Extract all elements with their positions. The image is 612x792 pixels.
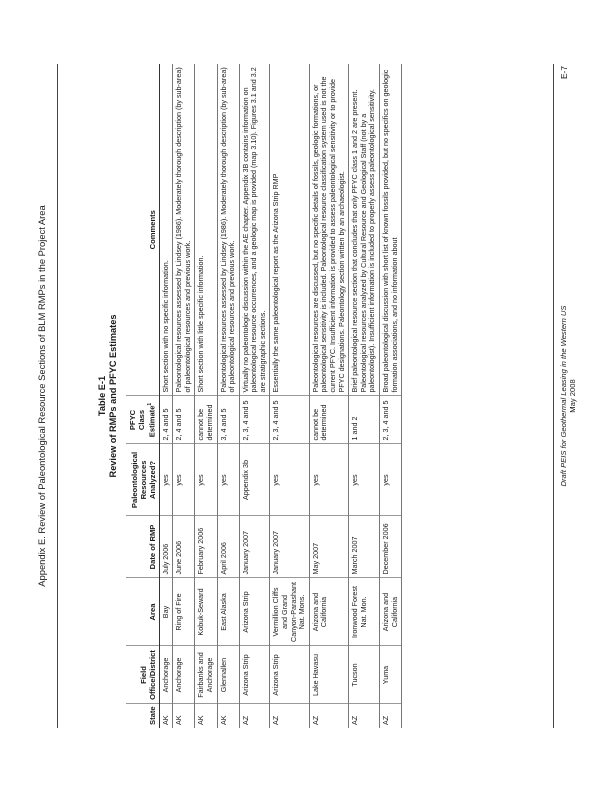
col-date: Date of RMP <box>126 516 159 578</box>
cell-area: East Alaska <box>217 578 239 646</box>
cell-pfyc: 2, 3, 4 and 5 <box>270 396 309 444</box>
cell-comments: Brief paleontological resource section that concludes that only PFYC class 1 and 2 are present. Paleontological resources analyzed by Cultural Resource and Geological Staff (not by a paleontologist). Insufficient information is included to properly assess paleontological sensitivity. <box>349 64 380 396</box>
cell-field-office: Glennallen <box>217 646 239 704</box>
col-field-office: Field Office/District <box>126 646 159 704</box>
page-number: E-7 <box>559 66 569 80</box>
table-row <box>270 64 309 728</box>
table-subtitle: Review of RMPs and PFYC Estimates <box>108 314 118 478</box>
cell-area: Arizona and California <box>380 578 402 646</box>
cell-state: AK <box>173 704 195 728</box>
running-header: Appendix E. Review of Paleontological Resource Sections of BLM RMPs in the Project Area <box>36 205 47 587</box>
cell-field-office: Anchorage <box>159 646 173 704</box>
col-comments: Comments <box>126 64 159 396</box>
cell-pfyc: 2, 4 and 5 <box>159 396 173 444</box>
header-rule <box>57 64 58 728</box>
footer-rule <box>553 64 554 728</box>
table-row <box>173 64 195 728</box>
cell-area: Vermillion Cliffs and Grand Canyon-Parashant Nat. Mons. <box>270 578 309 646</box>
table-row <box>380 64 402 728</box>
cell-comments: Paleontological resources assessed by Lindsey (1986). Moderately thorough description (by sub-area) of paleontological resources and previous work. <box>173 64 195 396</box>
cell-state: AZ <box>309 704 348 728</box>
table-caption <box>97 0 119 792</box>
cell-date: January 2007 <box>239 516 270 578</box>
cell-comments: Short section with little specific information. <box>195 64 217 396</box>
cell-date: February 2006 <box>195 516 217 578</box>
footer-date: May 2008 <box>568 379 577 413</box>
cell-pfyc: 2, 3, 4 and 5 <box>380 396 402 444</box>
cell-date: May 2007 <box>309 516 348 578</box>
cell-analyzed: yes <box>270 444 309 516</box>
header-row <box>126 64 159 728</box>
cell-analyzed: yes <box>380 444 402 516</box>
rmp-review-table <box>126 64 402 728</box>
cell-analyzed: yes <box>195 444 217 516</box>
cell-area: Arizona and California <box>309 578 348 646</box>
cell-state: AZ <box>380 704 402 728</box>
cell-field-office: Yuma <box>380 646 402 704</box>
table-number: Table E-1 <box>97 375 107 417</box>
cell-comments: Essentially the same paleontological report as the Arizona Strip RMP <box>270 64 309 396</box>
cell-area: Ironwood Forest Nat. Mon. <box>349 578 380 646</box>
cell-analyzed: yes <box>349 444 380 516</box>
cell-state: AK <box>159 704 173 728</box>
cell-pfyc: 2, 3, 4 and 5 <box>239 396 270 444</box>
cell-date: March 2007 <box>349 516 380 578</box>
col-state: State <box>126 704 159 728</box>
cell-area: Arizona Strip <box>239 578 270 646</box>
table-row <box>159 64 173 728</box>
cell-comments: Virtually no paleontologic discussion within the AE chapter. Appendix 3B contains information on paleontological resource occurrences, and a geologic map is provided (map 3.10). Figures 3.1 and 3.2 are stratigraphic sections. <box>239 64 270 396</box>
cell-state: AZ <box>349 704 380 728</box>
cell-pfyc: 2, 4 and 5 <box>173 396 195 444</box>
cell-analyzed: yes <box>173 444 195 516</box>
table-row <box>217 64 239 728</box>
col-pfyc <box>126 396 159 444</box>
cell-field-office: Lake Havasu <box>309 646 348 704</box>
table-row <box>195 64 217 728</box>
footer-document-title: Draft PEIS for Geothermal Leasing in the Western US <box>559 305 568 487</box>
cell-date: June 2006 <box>173 516 195 578</box>
cell-analyzed: yes <box>309 444 348 516</box>
cell-analyzed: yes <box>217 444 239 516</box>
cell-pfyc: cannot be determined <box>309 396 348 444</box>
table-row <box>239 64 270 728</box>
cell-comments: Broad paleontological discussion with short list of known fossils provided, but no specifics on geologic formation associations, and no information about <box>380 64 402 396</box>
cell-field-office: Arizona Strip <box>270 646 309 704</box>
page-footer <box>559 0 577 792</box>
col-pfyc-label: PFYC Class Estimate <box>128 405 157 438</box>
cell-comments: Paleontological resources are discussed, but no specific details of fossils, geologic formations, or paleontological sensitivity is included. Paleontological resource classification system used is not the current PFYC. Insufficient information is provided to assess paleontological sensitivity or to provide PFYC designations. Paleontology section written by an archaeologist. <box>309 64 348 396</box>
cell-pfyc: 3, 4 and 5 <box>217 396 239 444</box>
cell-field-office: Arizona Strip <box>239 646 270 704</box>
col-paleo-analyzed: Paleontological Resources Analyzed? <box>126 444 159 516</box>
cell-date: April 2006 <box>217 516 239 578</box>
cell-field-office: Anchorage <box>173 646 195 704</box>
cell-pfyc: cannot be determined <box>195 396 217 444</box>
cell-comments: Short section with no specific information. <box>159 64 173 396</box>
cell-date: July 2006 <box>159 516 173 578</box>
cell-state: AZ <box>270 704 309 728</box>
cell-field-office: Tucson <box>349 646 380 704</box>
cell-pfyc: 1 and 2 <box>349 396 380 444</box>
col-area: Area <box>126 578 159 646</box>
table-row <box>309 64 348 728</box>
cell-field-office: Fairbanks and Anchorage <box>195 646 217 704</box>
cell-date: January 2007 <box>270 516 309 578</box>
cell-area: Kobuk-Seward <box>195 578 217 646</box>
cell-analyzed: yes <box>159 444 173 516</box>
table-row <box>349 64 380 728</box>
cell-state: AK <box>195 704 217 728</box>
cell-date: December 2006 <box>380 516 402 578</box>
cell-analyzed: Appendix 3b <box>239 444 270 516</box>
cell-comments: Paleontological resources assessed by Lindsey (1986). Moderately thorough description (by sub-area) of paleontological resources and previous work. <box>217 64 239 396</box>
cell-state: AK <box>217 704 239 728</box>
cell-area: Ring of Fire <box>173 578 195 646</box>
cell-area: Bay <box>159 578 173 646</box>
cell-state: AZ <box>239 704 270 728</box>
col-pfyc-footnote: 1 <box>147 402 153 406</box>
